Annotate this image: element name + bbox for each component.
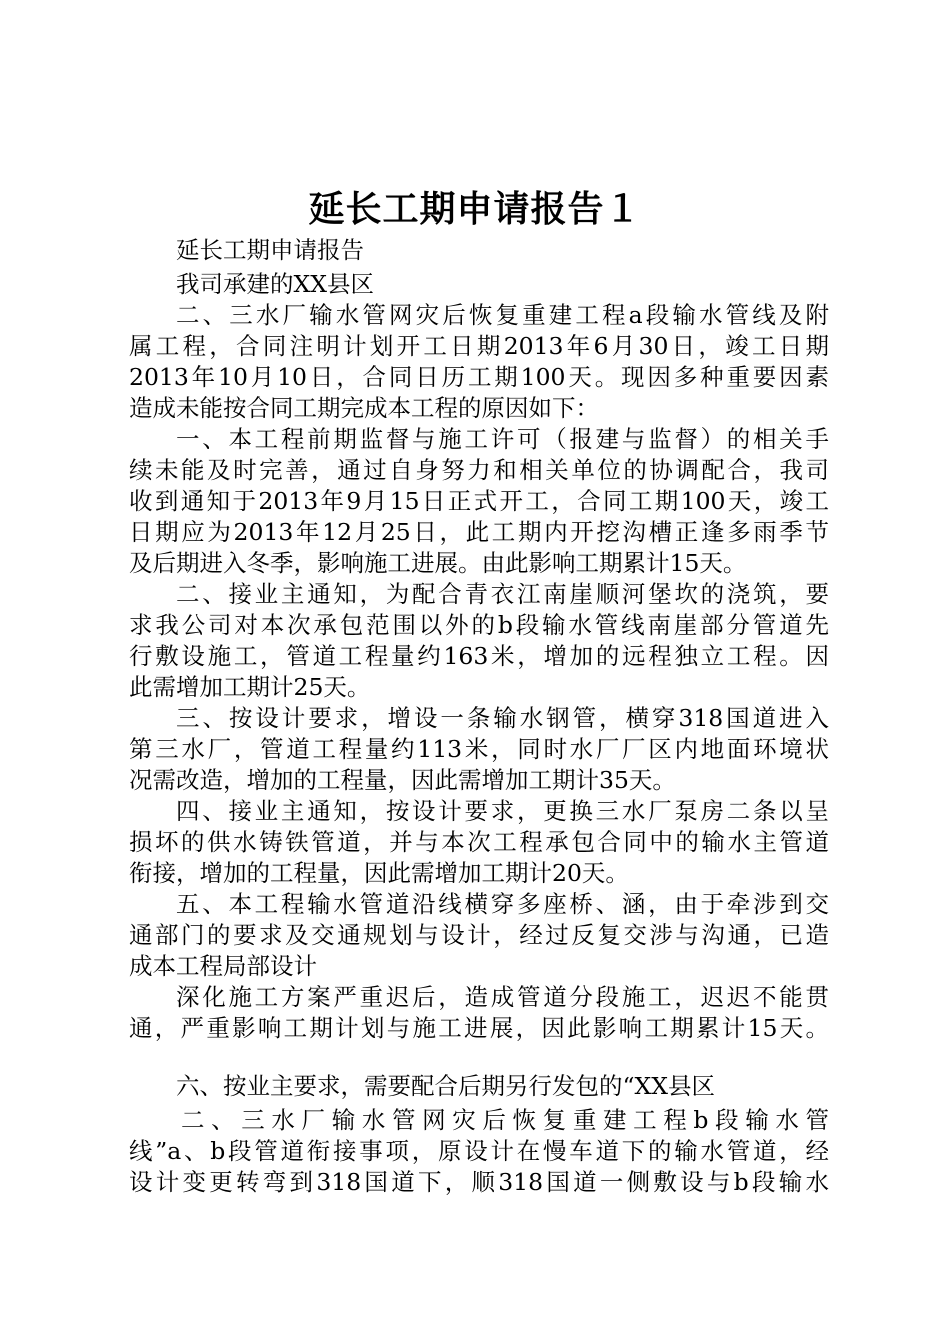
paragraph-line: 况需改造，增加的工程量，因此需增加工期计35天。 bbox=[129, 766, 676, 794]
paragraph-line: 属工程，合同注明计划开工日期2013年6月30日，竣工日期 bbox=[129, 332, 829, 360]
paragraph-line: 造成未能按合同工期完成本工程的原因如下： bbox=[129, 394, 599, 422]
paragraph-line: 损坏的供水铸铁管道，并与本次工程承包合同中的输水主管道 bbox=[129, 828, 829, 856]
paragraph-line: 线”a、b段管道衔接事项，原设计在慢车道下的输水管道，经 bbox=[129, 1137, 829, 1165]
paragraph-line: 二、三水厂输水管网灾后恢复重建工程a段输水管线及附 bbox=[176, 301, 829, 329]
paragraph-line: 我司承建的XX县区 bbox=[176, 270, 374, 298]
paragraph-line: 通，严重影响工期计划与施工进展，因此影响工期累计15天。 bbox=[129, 1014, 829, 1042]
paragraph-line: 二、接业主通知，为配合青衣江南崖顺河堡坎的浇筑，要 bbox=[176, 580, 829, 608]
paragraph-line: 设计变更转弯到318国道下，顺318国道一侧敷设与b段输水 bbox=[129, 1168, 829, 1196]
paragraph-line: 续未能及时完善，通过自身努力和相关单位的协调配合，我司 bbox=[129, 456, 829, 484]
paragraph-line: 衔接，增加的工程量，因此需增加工期计20天。 bbox=[129, 859, 629, 887]
paragraph-line: 深化施工方案严重迟后，造成管道分段施工，迟迟不能贯 bbox=[176, 983, 829, 1011]
paragraph-line: 及后期进入冬季，影响施工进展。由此影响工期累计15天。 bbox=[129, 549, 747, 577]
paragraph-line: 成本工程局部设计 bbox=[129, 952, 317, 980]
paragraph-line: 行敷设施工，管道工程量约163米，增加的远程独立工程。因 bbox=[129, 642, 829, 670]
paragraph-line: 二、三水厂输水管网灾后恢复重建工程b段输水管 bbox=[181, 1106, 829, 1134]
paragraph-line: 六、按业主要求，需要配合后期另行发包的“XX县区 bbox=[176, 1072, 715, 1100]
document-title: 延长工期申请报告１ bbox=[308, 188, 642, 230]
paragraph-line: 求我公司对本次承包范围以外的b段输水管线南崖部分管道先 bbox=[129, 611, 829, 639]
paragraph-line: 五、本工程输水管道沿线横穿多座桥、涵，由于牵涉到交 bbox=[176, 890, 829, 918]
paragraph-line: 通部门的要求及交通规划与设计，经过反复交涉与沟通，已造 bbox=[129, 921, 829, 949]
paragraph-line: 2013年10月10日，合同日历工期100天。现因多种重要因素 bbox=[129, 363, 829, 391]
paragraph-line: 第三水厂，管道工程量约113米，同时水厂厂区内地面环境状 bbox=[129, 735, 829, 763]
paragraph-line: 日期应为2013年12月25日，此工期内开挖沟槽正逢多雨季节 bbox=[129, 518, 829, 546]
paragraph-line: 收到通知于2013年9月15日正式开工，合同工期100天，竣工 bbox=[129, 487, 829, 515]
paragraph-line: 一、本工程前期监督与施工许可（报建与监督）的相关手 bbox=[176, 425, 829, 453]
paragraph-line: 四、接业主通知，按设计要求，更换三水厂泵房二条以呈 bbox=[176, 797, 829, 825]
paragraph-line: 三、按设计要求，增设一条输水钢管，横穿318国道进入 bbox=[176, 704, 829, 732]
paragraph-line: 延长工期申请报告 bbox=[176, 236, 364, 264]
paragraph-line: 此需增加工期计25天。 bbox=[129, 673, 371, 701]
